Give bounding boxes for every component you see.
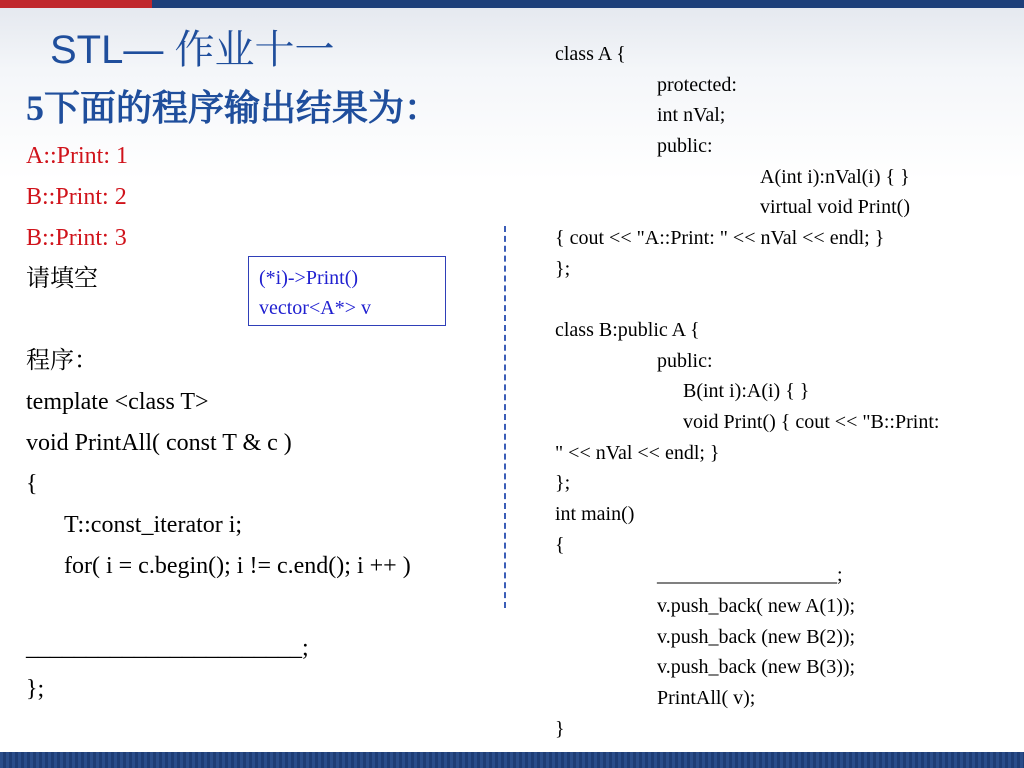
code-line: A(int i):nVal(i) { } [760,166,910,188]
code-line: void PrintAll( const T & c ) [26,430,292,456]
answer-line: (*i)->Print() [259,267,359,289]
code-line: PrintAll( v); [657,687,756,709]
top-bar-accent [0,0,152,8]
bottom-bar [0,752,1024,768]
output-line: A::Print: 1 [26,143,129,169]
code-line: void Print() { cout << "B::Print: [683,411,940,433]
code-line: " << nVal << endl; } [555,442,720,464]
code-line: protected: [657,74,737,96]
code-line: for( i = c.begin(); i != c.end(); i ++ ) [64,553,411,579]
code-line: class A { [555,43,626,65]
output-line: B::Print: 3 [26,225,127,251]
dashed-divider [504,226,506,608]
blank-line: _______________________; [26,635,309,661]
answer-box [248,256,446,326]
code-line: T::const_iterator i; [64,512,243,538]
top-bar [0,0,1024,8]
code-line: { [555,534,565,556]
program-label: 程序： [26,348,98,374]
code-line: } [555,718,565,740]
code-line: template <class T> [26,389,209,415]
output-line: B::Print: 2 [26,184,127,210]
code-line: }; [26,676,45,702]
answer-line: vector<A*> v [259,297,371,319]
code-line: int nVal; [657,104,726,126]
code-line: int main() [555,503,635,525]
code-line: public: [657,350,713,372]
code-line: { cout << "A::Print: " << nVal << endl; } [555,227,885,249]
code-line: class B:public A { [555,319,700,341]
code-line: virtual void Print() [760,196,910,218]
code-line: v.push_back (new B(2)); [657,626,856,648]
blank-line: __________________; [657,564,843,586]
code-line: { [26,471,38,497]
code-line: public: [657,135,713,157]
code-line: B(int i):A(i) { } [683,380,810,402]
code-line: }; [555,472,571,494]
code-line: v.push_back (new B(3)); [657,656,856,678]
code-line: v.push_back( new A(1)); [657,595,856,617]
question-heading: 5下面的程序输出结果为： [26,88,441,128]
slide-title: STL— 作业十一 [50,28,335,72]
fill-prompt: 请填空 [26,266,98,292]
code-line: }; [555,258,571,280]
